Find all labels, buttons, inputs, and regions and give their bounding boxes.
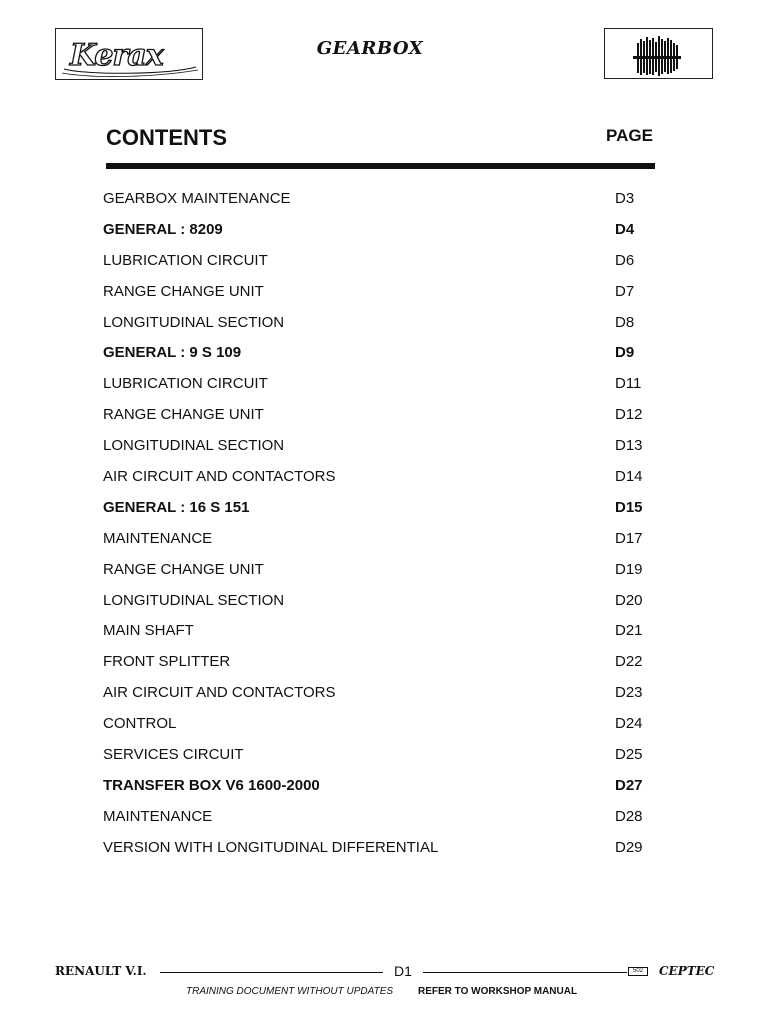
- toc-entry-page: D4: [615, 220, 635, 238]
- toc-entry-title: LONGITUDINAL SECTION: [103, 437, 285, 455]
- toc-entry: [103, 616, 663, 647]
- toc-entry: [103, 493, 663, 524]
- toc-entry-page: D7: [615, 282, 635, 300]
- footer-brand: RENAULT V.I.: [55, 964, 147, 978]
- toc-entry: [103, 524, 663, 555]
- footer-code-box: 502: [628, 967, 648, 976]
- toc-entry: [103, 678, 663, 709]
- toc-entry-title: SERVICES CIRCUIT: [103, 746, 244, 764]
- toc-entry: [103, 369, 663, 400]
- toc-entry: [103, 647, 663, 678]
- toc-entry-title: GENERAL : 8209: [103, 220, 223, 238]
- toc-entry-page: D12: [615, 406, 643, 424]
- toc-entry-title: LUBRICATION CIRCUIT: [103, 375, 268, 393]
- toc-entry: [103, 771, 663, 802]
- footer-training-note: TRAINING DOCUMENT WITHOUT UPDATES: [186, 986, 394, 997]
- toc-entry: [103, 338, 663, 369]
- toc-entry-title: LONGITUDINAL SECTION: [103, 313, 285, 331]
- toc-entry-title: LUBRICATION CIRCUIT: [103, 251, 268, 269]
- toc-entry-title: RANGE CHANGE UNIT: [103, 282, 264, 300]
- toc-entry: [103, 184, 663, 215]
- toc-entry-title: RANGE CHANGE UNIT: [103, 406, 264, 424]
- toc-entry-page: D28: [615, 807, 643, 825]
- toc-entry-title: VERSION WITH LONGITUDINAL DIFFERENTIAL: [103, 838, 439, 856]
- footer-divider-right: [423, 972, 627, 973]
- toc-entry: [103, 802, 663, 833]
- toc-entry-title: LONGITUDINAL SECTION: [103, 591, 285, 609]
- document-title: GEARBOX: [316, 38, 424, 59]
- toc-entry: [103, 215, 663, 246]
- toc-entry-page: D9: [615, 344, 635, 362]
- footer-publisher: CEPTEC: [659, 964, 715, 978]
- toc-entry-page: D11: [615, 375, 642, 393]
- toc-entry-page: D24: [615, 715, 643, 733]
- toc-entry-page: D27: [615, 776, 643, 794]
- toc-entry-page: D3: [615, 190, 635, 207]
- page-column-heading: PAGE: [606, 126, 653, 145]
- toc-entry-title: MAIN SHAFT: [103, 622, 194, 640]
- contents-heading: CONTENTS: [106, 125, 227, 150]
- heading-divider: [106, 163, 655, 169]
- toc-entry: [103, 833, 663, 864]
- toc-entry-page: D14: [615, 468, 643, 486]
- toc-entry: [103, 308, 663, 339]
- toc-entry-page: D22: [615, 653, 643, 671]
- toc-entry-title: TRANSFER BOX V6 1600-2000: [103, 776, 320, 794]
- toc-entry-page: D25: [615, 746, 643, 764]
- footer-page-number: D1: [394, 963, 412, 979]
- toc-entry-title: GENERAL : 16 S 151: [103, 498, 250, 516]
- toc-entry-title: RANGE CHANGE UNIT: [103, 560, 264, 578]
- toc-entry-title: CONTROL: [103, 715, 177, 733]
- toc-entry-title: GEARBOX MAINTENANCE: [103, 190, 291, 207]
- toc-entry-title: MAINTENANCE: [103, 807, 213, 825]
- toc-entry-page: D21: [615, 622, 643, 640]
- toc-entry: [103, 586, 663, 617]
- toc-entry: [103, 246, 663, 277]
- toc-entry-page: D13: [615, 437, 643, 455]
- toc-entry-page: D17: [615, 529, 643, 547]
- toc-entry-page: D15: [615, 498, 643, 516]
- footer-divider-left: [160, 972, 383, 973]
- toc-entry-page: D20: [615, 591, 643, 609]
- toc-entry-title: AIR CIRCUIT AND CONTACTORS: [103, 684, 336, 702]
- gearbox-illustration: [604, 28, 713, 79]
- kerax-logo: [55, 28, 203, 80]
- logo-wordmark: Kerax: [70, 38, 163, 73]
- toc-entry: [103, 555, 663, 586]
- toc-entry-title: MAINTENANCE: [103, 529, 213, 547]
- footer-workshop-note: REFER TO WORKSHOP MANUAL: [418, 986, 578, 997]
- gear-shaft-shape: [633, 56, 681, 59]
- toc-entry-page: D8: [615, 313, 635, 331]
- toc-entry-title: GENERAL : 9 S 109: [103, 344, 242, 362]
- toc-entry-page: D23: [615, 684, 643, 702]
- table-of-contents: [103, 184, 663, 864]
- toc-entry-page: D6: [615, 251, 635, 269]
- toc-entry-page: D19: [615, 560, 643, 578]
- toc-entry: [103, 431, 663, 462]
- toc-entry-page: D29: [615, 838, 643, 856]
- toc-entry-title: FRONT SPLITTER: [103, 653, 231, 671]
- toc-entry: [103, 400, 663, 431]
- toc-entry: [103, 277, 663, 308]
- toc-entry: [103, 740, 663, 771]
- toc-entry: [103, 462, 663, 493]
- toc-entry: [103, 709, 663, 740]
- toc-entry-title: AIR CIRCUIT AND CONTACTORS: [103, 468, 336, 486]
